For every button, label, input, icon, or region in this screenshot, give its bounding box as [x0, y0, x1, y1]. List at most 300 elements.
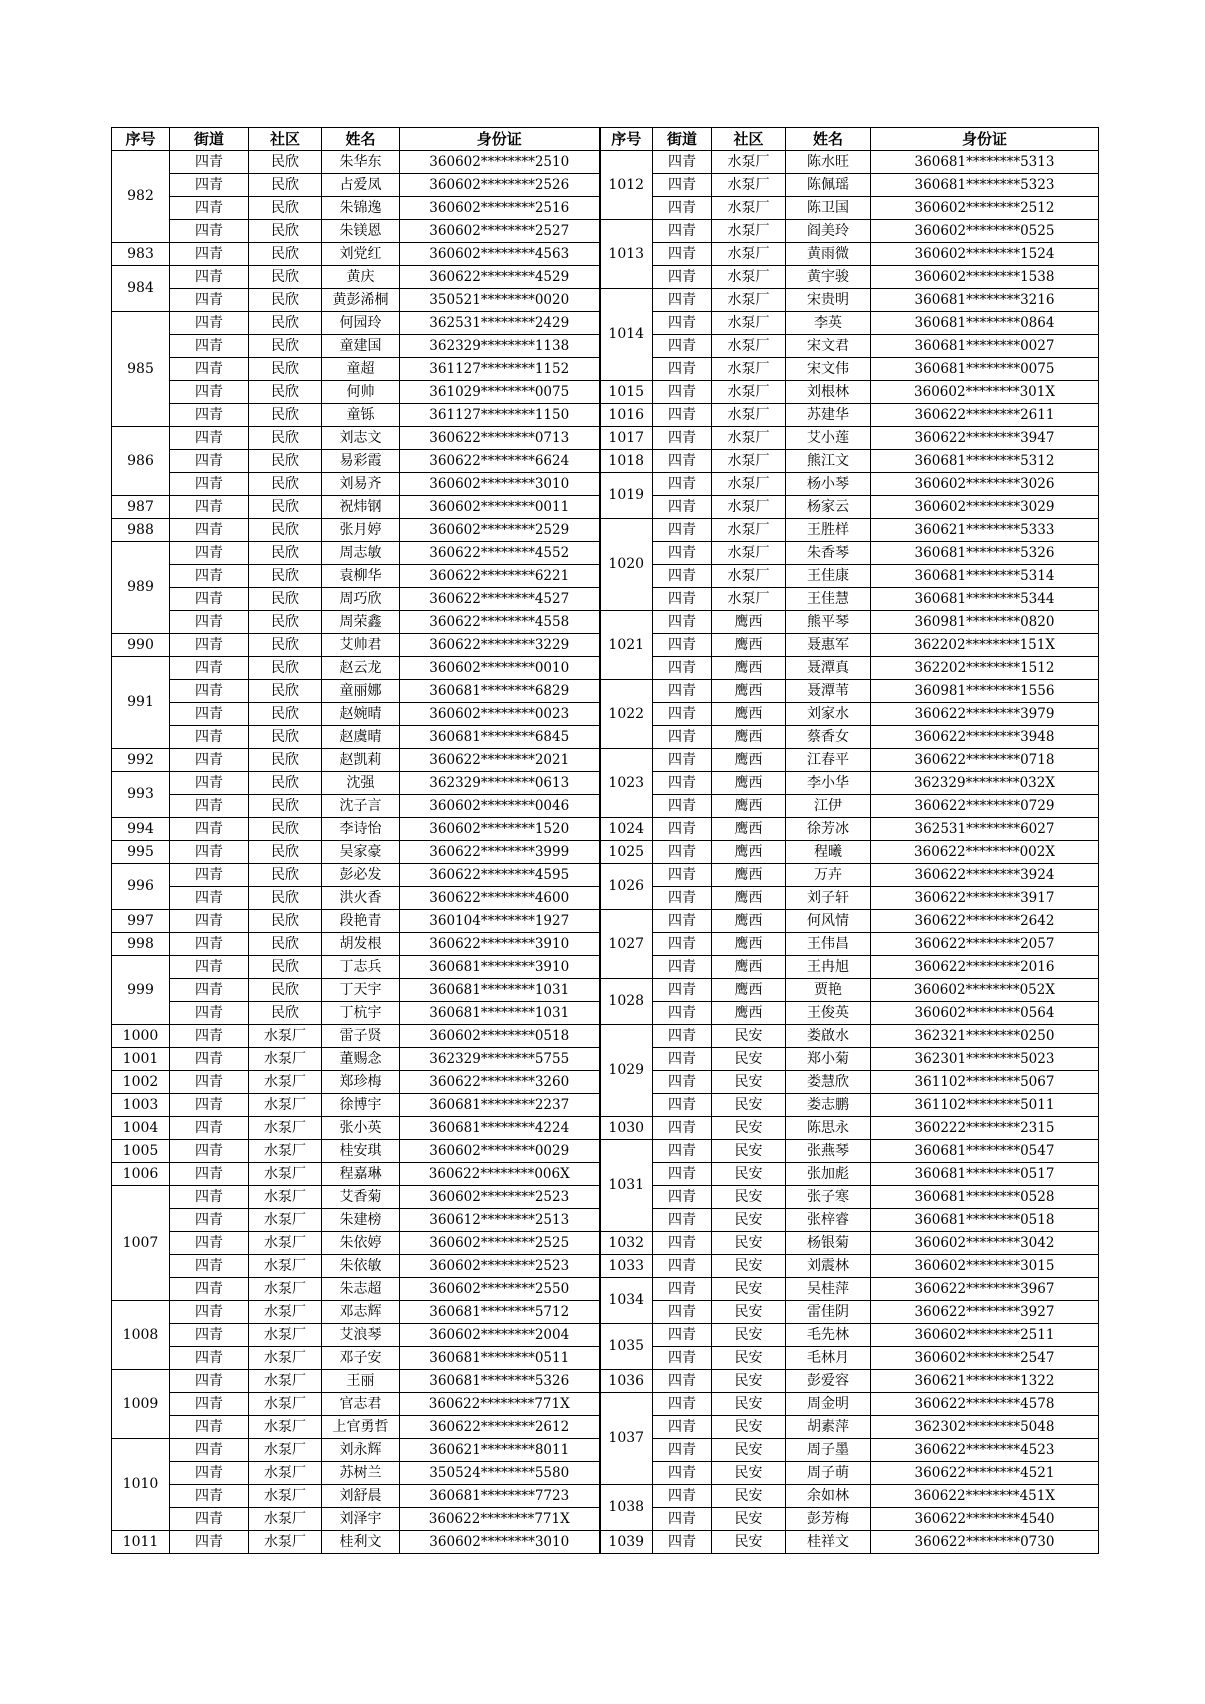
community-cell: 民欣: [249, 772, 322, 795]
community-cell: 水泵厂: [249, 1393, 322, 1416]
id-number-cell: 360602********0010: [400, 657, 600, 680]
header-serial: 序号: [600, 128, 653, 151]
id-number-cell: 360681********3216: [871, 289, 1099, 312]
community-cell: 水泵厂: [712, 404, 786, 427]
person-name-cell: 朱志超: [322, 1278, 400, 1301]
id-number-cell: 360622********4558: [400, 611, 600, 634]
person-name-cell: 王俊英: [786, 1002, 871, 1025]
id-number-cell: 360104********1927: [400, 910, 600, 933]
id-number-cell: 360602********1524: [871, 243, 1099, 266]
street-cell: 四青: [653, 588, 712, 611]
person-name-cell: 刘易齐: [322, 473, 400, 496]
serial-number-cell: 1015: [600, 381, 653, 404]
person-name-cell: 桂安琪: [322, 1140, 400, 1163]
person-name-cell: 周金明: [786, 1393, 871, 1416]
person-name-cell: 杨银菊: [786, 1232, 871, 1255]
street-cell: 四青: [653, 910, 712, 933]
id-number-cell: 360622********002X: [871, 841, 1099, 864]
community-cell: 水泵厂: [712, 174, 786, 197]
person-name-cell: 张梓睿: [786, 1209, 871, 1232]
person-name-cell: 程嘉琳: [322, 1163, 400, 1186]
community-cell: 民欣: [249, 496, 322, 519]
person-name-cell: 艾浪琴: [322, 1324, 400, 1347]
id-number-cell: 360681********0075: [871, 358, 1099, 381]
community-cell: 鹰西: [712, 772, 786, 795]
serial-number-cell: 1005: [112, 1140, 170, 1163]
serial-number-cell: 1016: [600, 404, 653, 427]
street-cell: 四青: [170, 1186, 249, 1209]
person-name-cell: 董赐念: [322, 1048, 400, 1071]
person-name-cell: 阎美玲: [786, 220, 871, 243]
id-number-cell: 362301********5023: [871, 1048, 1099, 1071]
street-cell: 四青: [653, 979, 712, 1002]
id-number-cell: 360622********6624: [400, 450, 600, 473]
person-name-cell: 童建国: [322, 335, 400, 358]
person-name-cell: 沈子言: [322, 795, 400, 818]
serial-number-cell: 1009: [112, 1370, 170, 1439]
person-name-cell: 李诗怡: [322, 818, 400, 841]
person-name-cell: 桂祥文: [786, 1531, 871, 1554]
street-cell: 四青: [170, 312, 249, 335]
id-number-cell: 362202********151X: [871, 634, 1099, 657]
id-number-cell: 360681********3910: [400, 956, 600, 979]
id-number-cell: 360622********3948: [871, 726, 1099, 749]
street-cell: 四青: [170, 1140, 249, 1163]
serial-number-cell: 1031: [600, 1140, 653, 1232]
person-name-cell: 余如林: [786, 1485, 871, 1508]
person-name-cell: 童超: [322, 358, 400, 381]
id-number-cell: 360622********3967: [871, 1278, 1099, 1301]
table-row: [112, 1278, 1099, 1301]
person-name-cell: 杨家云: [786, 496, 871, 519]
community-cell: 鹰西: [712, 841, 786, 864]
street-cell: 四青: [653, 772, 712, 795]
serial-number-cell: 1033: [600, 1255, 653, 1278]
id-number-cell: 360602********1538: [871, 266, 1099, 289]
id-number-cell: 360622********2611: [871, 404, 1099, 427]
id-number-cell: 360681********5344: [871, 588, 1099, 611]
person-name-cell: 朱华东: [322, 151, 400, 174]
header-serial: 序号: [112, 128, 170, 151]
community-cell: 水泵厂: [249, 1071, 322, 1094]
street-cell: 四青: [653, 1278, 712, 1301]
id-number-cell: 360602********2529: [400, 519, 600, 542]
person-name-cell: 周子萌: [786, 1462, 871, 1485]
person-name-cell: 郑珍梅: [322, 1071, 400, 1094]
serial-number-cell: 1025: [600, 841, 653, 864]
person-name-cell: 洪火香: [322, 887, 400, 910]
street-cell: 四青: [170, 335, 249, 358]
community-cell: 水泵厂: [712, 496, 786, 519]
community-cell: 民欣: [249, 565, 322, 588]
id-number-cell: 360681********0547: [871, 1140, 1099, 1163]
serial-number-cell: 983: [112, 243, 170, 266]
id-number-cell: 360622********4527: [400, 588, 600, 611]
street-cell: 四青: [170, 1508, 249, 1531]
id-number-cell: 360602********2525: [400, 1232, 600, 1255]
street-cell: 四青: [170, 1025, 249, 1048]
person-name-cell: 张加彪: [786, 1163, 871, 1186]
person-name-cell: 邓志辉: [322, 1301, 400, 1324]
id-number-cell: 362321********0250: [871, 1025, 1099, 1048]
street-cell: 四青: [170, 910, 249, 933]
serial-number-cell: 995: [112, 841, 170, 864]
serial-number-cell: 1032: [600, 1232, 653, 1255]
street-cell: 四青: [653, 473, 712, 496]
table-row: [112, 427, 1099, 450]
street-cell: 四青: [653, 1416, 712, 1439]
id-number-cell: 360622********0729: [871, 795, 1099, 818]
street-cell: 四青: [170, 427, 249, 450]
serial-number-cell: 997: [112, 910, 170, 933]
community-cell: 鹰西: [712, 634, 786, 657]
street-cell: 四青: [170, 588, 249, 611]
id-number-cell: 361102********5067: [871, 1071, 1099, 1094]
person-name-cell: 娄志鹏: [786, 1094, 871, 1117]
serial-number-cell: 1013: [600, 220, 653, 289]
community-cell: 民安: [712, 1025, 786, 1048]
serial-number-cell: 1021: [600, 611, 653, 680]
header-id-number: 身份证: [871, 128, 1099, 151]
serial-number-cell: 1024: [600, 818, 653, 841]
street-cell: 四青: [170, 358, 249, 381]
person-name-cell: 何帅: [322, 381, 400, 404]
community-cell: 民欣: [249, 933, 322, 956]
street-cell: 四青: [653, 565, 712, 588]
serial-number-cell: 996: [112, 864, 170, 910]
street-cell: 四青: [653, 818, 712, 841]
street-cell: 四青: [653, 1163, 712, 1186]
person-name-cell: 张子寒: [786, 1186, 871, 1209]
header-name: 姓名: [786, 128, 871, 151]
community-cell: 水泵厂: [712, 220, 786, 243]
community-cell: 民欣: [249, 956, 322, 979]
community-cell: 民欣: [249, 381, 322, 404]
community-cell: 民安: [712, 1439, 786, 1462]
person-name-cell: 彭芳梅: [786, 1508, 871, 1531]
serial-number-cell: 1036: [600, 1370, 653, 1393]
community-cell: 民安: [712, 1324, 786, 1347]
community-cell: 水泵厂: [712, 312, 786, 335]
serial-number-cell: 994: [112, 818, 170, 841]
id-number-cell: 360622********3917: [871, 887, 1099, 910]
id-number-cell: 360681********1031: [400, 979, 600, 1002]
street-cell: 四青: [170, 1071, 249, 1094]
person-name-cell: 宋文君: [786, 335, 871, 358]
community-cell: 民安: [712, 1163, 786, 1186]
id-number-cell: 360621********1322: [871, 1370, 1099, 1393]
id-number-cell: 360622********2612: [400, 1416, 600, 1439]
street-cell: 四青: [653, 703, 712, 726]
street-cell: 四青: [170, 1232, 249, 1255]
id-number-cell: 360622********771X: [400, 1508, 600, 1531]
street-cell: 四青: [653, 1324, 712, 1347]
street-cell: 四青: [653, 1531, 712, 1554]
person-name-cell: 张月婷: [322, 519, 400, 542]
serial-number-cell: 1001: [112, 1048, 170, 1071]
serial-number-cell: 1037: [600, 1393, 653, 1485]
id-number-cell: 360612********2513: [400, 1209, 600, 1232]
id-number-cell: 360622********0730: [871, 1531, 1099, 1554]
street-cell: 四青: [170, 1163, 249, 1186]
serial-number-cell: 982: [112, 151, 170, 243]
id-number-cell: 360681********0511: [400, 1347, 600, 1370]
id-number-cell: 360602********0029: [400, 1140, 600, 1163]
street-cell: 四青: [653, 450, 712, 473]
community-cell: 民安: [712, 1485, 786, 1508]
person-name-cell: 胡发根: [322, 933, 400, 956]
community-cell: 民欣: [249, 818, 322, 841]
community-cell: 鹰西: [712, 795, 786, 818]
person-name-cell: 吴桂萍: [786, 1278, 871, 1301]
serial-number-cell: 1007: [112, 1186, 170, 1301]
community-cell: 水泵厂: [712, 381, 786, 404]
street-cell: 四青: [170, 864, 249, 887]
community-cell: 民安: [712, 1117, 786, 1140]
street-cell: 四青: [170, 289, 249, 312]
id-number-cell: 360622********3979: [871, 703, 1099, 726]
street-cell: 四青: [653, 1485, 712, 1508]
id-number-cell: 360681********4224: [400, 1117, 600, 1140]
serial-number-cell: 1029: [600, 1025, 653, 1117]
person-name-cell: 王丽: [322, 1370, 400, 1393]
table-row: [112, 680, 1099, 703]
person-name-cell: 程曦: [786, 841, 871, 864]
person-name-cell: 宋贵明: [786, 289, 871, 312]
id-number-cell: 360602********2512: [871, 197, 1099, 220]
person-name-cell: 刘志文: [322, 427, 400, 450]
street-cell: 四青: [170, 542, 249, 565]
table-row: [112, 450, 1099, 473]
person-name-cell: 万卉: [786, 864, 871, 887]
id-number-cell: 360681********0027: [871, 335, 1099, 358]
table-row: [112, 1255, 1099, 1278]
street-cell: 四青: [653, 1048, 712, 1071]
street-cell: 四青: [170, 496, 249, 519]
table-row: [112, 289, 1099, 312]
community-cell: 民安: [712, 1048, 786, 1071]
id-number-cell: 360602********0011: [400, 496, 600, 519]
street-cell: 四青: [170, 565, 249, 588]
id-number-cell: 360681********6845: [400, 726, 600, 749]
person-name-cell: 周荣鑫: [322, 611, 400, 634]
id-number-cell: 361127********1152: [400, 358, 600, 381]
id-number-cell: 360681********0517: [871, 1163, 1099, 1186]
community-cell: 水泵厂: [249, 1301, 322, 1324]
person-name-cell: 童丽娜: [322, 680, 400, 703]
community-cell: 民欣: [249, 749, 322, 772]
serial-number-cell: 998: [112, 933, 170, 956]
street-cell: 四青: [653, 1094, 712, 1117]
id-number-cell: 362531********6027: [871, 818, 1099, 841]
id-number-cell: 360602********3029: [871, 496, 1099, 519]
street-cell: 四青: [170, 933, 249, 956]
header-id-number: 身份证: [400, 128, 600, 151]
id-number-cell: 360621********5333: [871, 519, 1099, 542]
id-number-cell: 360622********4540: [871, 1508, 1099, 1531]
id-number-cell: 360602********2511: [871, 1324, 1099, 1347]
id-number-cell: 360602********2550: [400, 1278, 600, 1301]
street-cell: 四青: [653, 358, 712, 381]
street-cell: 四青: [170, 381, 249, 404]
id-number-cell: 360602********2004: [400, 1324, 600, 1347]
serial-number-cell: 1017: [600, 427, 653, 450]
person-name-cell: 聂潭真: [786, 657, 871, 680]
street-cell: 四青: [653, 680, 712, 703]
community-cell: 民安: [712, 1278, 786, 1301]
community-cell: 民欣: [249, 887, 322, 910]
header-community: 社区: [712, 128, 786, 151]
community-cell: 民安: [712, 1370, 786, 1393]
person-name-cell: 邓子安: [322, 1347, 400, 1370]
street-cell: 四青: [170, 1278, 249, 1301]
person-name-cell: 雷佳阴: [786, 1301, 871, 1324]
header-street: 街道: [653, 128, 712, 151]
id-number-cell: 350521********0020: [400, 289, 600, 312]
street-cell: 四青: [653, 864, 712, 887]
person-name-cell: 朱依敏: [322, 1255, 400, 1278]
person-name-cell: 丁天宇: [322, 979, 400, 1002]
person-name-cell: 徐博宇: [322, 1094, 400, 1117]
community-cell: 鹰西: [712, 933, 786, 956]
person-name-cell: 艾帅君: [322, 634, 400, 657]
street-cell: 四青: [170, 519, 249, 542]
id-number-cell: 360622********4600: [400, 887, 600, 910]
id-number-cell: 360621********8011: [400, 1439, 600, 1462]
street-cell: 四青: [653, 726, 712, 749]
community-cell: 水泵厂: [249, 1209, 322, 1232]
street-cell: 四青: [653, 1439, 712, 1462]
person-name-cell: 宋文伟: [786, 358, 871, 381]
person-name-cell: 艾小莲: [786, 427, 871, 450]
person-name-cell: 刘家水: [786, 703, 871, 726]
table-row: [112, 1485, 1099, 1508]
serial-number-cell: 1039: [600, 1531, 653, 1554]
street-cell: 四青: [170, 634, 249, 657]
street-cell: 四青: [653, 289, 712, 312]
community-cell: 民安: [712, 1209, 786, 1232]
id-number-cell: 360602********2516: [400, 197, 600, 220]
person-name-cell: 江伊: [786, 795, 871, 818]
community-cell: 水泵厂: [712, 542, 786, 565]
serial-number-cell: 992: [112, 749, 170, 772]
street-cell: 四青: [653, 657, 712, 680]
person-name-cell: 赵虞晴: [322, 726, 400, 749]
street-cell: 四青: [170, 1416, 249, 1439]
table-row: [112, 1140, 1099, 1163]
street-cell: 四青: [170, 404, 249, 427]
id-number-cell: 360622********4523: [871, 1439, 1099, 1462]
id-number-cell: 360622********3924: [871, 864, 1099, 887]
id-number-cell: 360602********3010: [400, 473, 600, 496]
id-number-cell: 360602********0525: [871, 220, 1099, 243]
id-number-cell: 360681********0528: [871, 1186, 1099, 1209]
person-name-cell: 刘泽宇: [322, 1508, 400, 1531]
community-cell: 民欣: [249, 726, 322, 749]
community-cell: 民欣: [249, 519, 322, 542]
street-cell: 四青: [170, 818, 249, 841]
header-street: 街道: [170, 128, 249, 151]
community-cell: 水泵厂: [249, 1232, 322, 1255]
street-cell: 四青: [170, 749, 249, 772]
table-row: [112, 1232, 1099, 1255]
table-row: [112, 979, 1099, 1002]
community-cell: 鹰西: [712, 657, 786, 680]
street-cell: 四青: [653, 1301, 712, 1324]
serial-number-cell: 1027: [600, 910, 653, 979]
table-row: [112, 404, 1099, 427]
person-name-cell: 赵婉晴: [322, 703, 400, 726]
table-row: [112, 1531, 1099, 1554]
id-number-cell: 360622********0718: [871, 749, 1099, 772]
person-name-cell: 黄庆: [322, 266, 400, 289]
community-cell: 民欣: [249, 220, 322, 243]
community-cell: 民安: [712, 1140, 786, 1163]
person-name-cell: 陈佩瑶: [786, 174, 871, 197]
street-cell: 四青: [170, 450, 249, 473]
street-cell: 四青: [653, 542, 712, 565]
header-community: 社区: [249, 128, 322, 151]
serial-number-cell: 1010: [112, 1439, 170, 1531]
id-number-cell: 360622********4529: [400, 266, 600, 289]
street-cell: 四青: [653, 933, 712, 956]
community-cell: 鹰西: [712, 979, 786, 1002]
community-cell: 鹰西: [712, 611, 786, 634]
person-name-cell: 王胜样: [786, 519, 871, 542]
community-cell: 鹰西: [712, 703, 786, 726]
community-cell: 水泵厂: [249, 1094, 322, 1117]
serial-number-cell: 1019: [600, 473, 653, 519]
street-cell: 四青: [653, 1370, 712, 1393]
street-cell: 四青: [653, 151, 712, 174]
id-number-cell: 360681********2237: [400, 1094, 600, 1117]
street-cell: 四青: [170, 1462, 249, 1485]
id-number-cell: 360681********7723: [400, 1485, 600, 1508]
id-number-cell: 362329********0613: [400, 772, 600, 795]
person-name-cell: 娄慧欣: [786, 1071, 871, 1094]
registry-table: [111, 127, 1099, 1554]
street-cell: 四青: [170, 1209, 249, 1232]
street-cell: 四青: [653, 1209, 712, 1232]
person-name-cell: 刘根林: [786, 381, 871, 404]
street-cell: 四青: [653, 841, 712, 864]
community-cell: 水泵厂: [249, 1485, 322, 1508]
table-row: [112, 841, 1099, 864]
person-name-cell: 艾香菊: [322, 1186, 400, 1209]
table-row: [112, 473, 1099, 496]
id-number-cell: 360622********3910: [400, 933, 600, 956]
person-name-cell: 毛先林: [786, 1324, 871, 1347]
id-number-cell: 362329********032X: [871, 772, 1099, 795]
community-cell: 水泵厂: [249, 1140, 322, 1163]
community-cell: 民安: [712, 1393, 786, 1416]
person-name-cell: 朱锦逸: [322, 197, 400, 220]
street-cell: 四青: [170, 1117, 249, 1140]
community-cell: 水泵厂: [249, 1324, 322, 1347]
person-name-cell: 王伟昌: [786, 933, 871, 956]
street-cell: 四青: [653, 634, 712, 657]
serial-number-cell: 989: [112, 542, 170, 634]
street-cell: 四青: [653, 887, 712, 910]
community-cell: 民安: [712, 1094, 786, 1117]
street-cell: 四青: [170, 174, 249, 197]
person-name-cell: 吴家豪: [322, 841, 400, 864]
community-cell: 水泵厂: [249, 1025, 322, 1048]
id-number-cell: 360602********0046: [400, 795, 600, 818]
table-row: [112, 519, 1099, 542]
community-cell: 民欣: [249, 910, 322, 933]
serial-number-cell: 1012: [600, 151, 653, 220]
